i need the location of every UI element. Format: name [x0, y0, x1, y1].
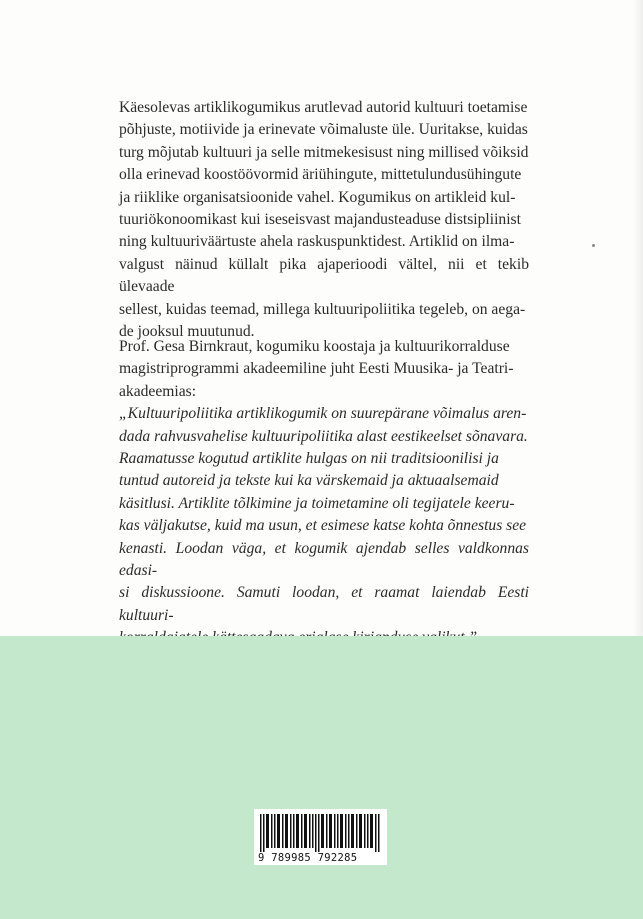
endorser-line: Prof. Gesa Birnkraut, kogumiku koostaja ja kultuurikorralduse	[119, 338, 510, 355]
description-line: ning kultuuriväärtuste ahela raskuspunktidest. Artiklid on ilma-	[119, 233, 515, 251]
quote-line: käsitlusi. Artiklite tõlkimine ja toimetamine oli tegijatele keeru-	[119, 494, 515, 512]
description-line: tuuriökonoomikast kui iseseisvast majandusteaduse distsipliinist	[119, 211, 521, 229]
description-line: de jooksul muutunud.	[119, 323, 255, 341]
description-line: sellest, kuidas teemad, millega kultuuripoliitika tegeleb, on aega-	[119, 300, 526, 318]
description-paragraph	[119, 97, 529, 343]
description-line: Käesolevas artiklikogumikus arutlevad autorid kultuuri toetamise	[119, 99, 528, 116]
description-line: olla erinevad koostöövormid äriühingute, mittetulundusühingute	[119, 166, 522, 184]
endorsement-quote	[119, 403, 529, 649]
quote-line: kenasti. Loodan väga, et kogumik ajendab selles valdkonnas edasi-	[119, 539, 529, 580]
endorsement-block	[119, 336, 529, 650]
description-text	[119, 97, 529, 343]
quote-line: „Kultuuripoliitika artiklikogumik on suurepärane võimalus aren-	[119, 405, 527, 423]
speck	[592, 244, 595, 247]
quote-line: dada rahvusvahelise kultuuripoliitika alast eestikeelset sõnavara.	[119, 427, 528, 445]
green-color-band	[0, 636, 643, 919]
endorser-attribution	[119, 336, 529, 403]
barcode-bars	[260, 814, 381, 852]
description-line: ja riiklike organisatsioonide vahel. Kogumikus on artikleid kul-	[119, 188, 516, 206]
endorser-line: magistriprogrammi akadeemiline juht Eesti Muusika- ja Teatri-	[119, 360, 514, 378]
description-line: põhjuste, motiivide ja erinevate võimaluste üle. Uuritakse, kuidas	[119, 121, 528, 139]
description-line: valgust näinud küllalt pika ajaperioodi vältel, nii et tekib ülevaade	[119, 255, 529, 296]
endorser-line: akadeemias:	[119, 382, 197, 400]
description-line: turg mõjutab kultuuri ja selle mitmekesisust ning millised võiksid	[119, 143, 529, 161]
isbn-number: 9 789985 792285	[258, 852, 358, 864]
isbn-barcode	[254, 809, 387, 865]
quote-line: kas väljakutse, kuid ma usun, et esimese katse kohta õnnestus see	[119, 517, 527, 535]
quote-line: Raamatusse kogutud artiklite hulgas on nii traditsioonilisi ja	[119, 450, 499, 468]
quote-line: si diskussioone. Samuti loodan, et raamat laiendab Eesti kultuuri-	[119, 584, 529, 624]
quote-line: tuntud autoreid ja tekste kui ka värskemaid ja aktuaalsemaid	[119, 472, 499, 490]
